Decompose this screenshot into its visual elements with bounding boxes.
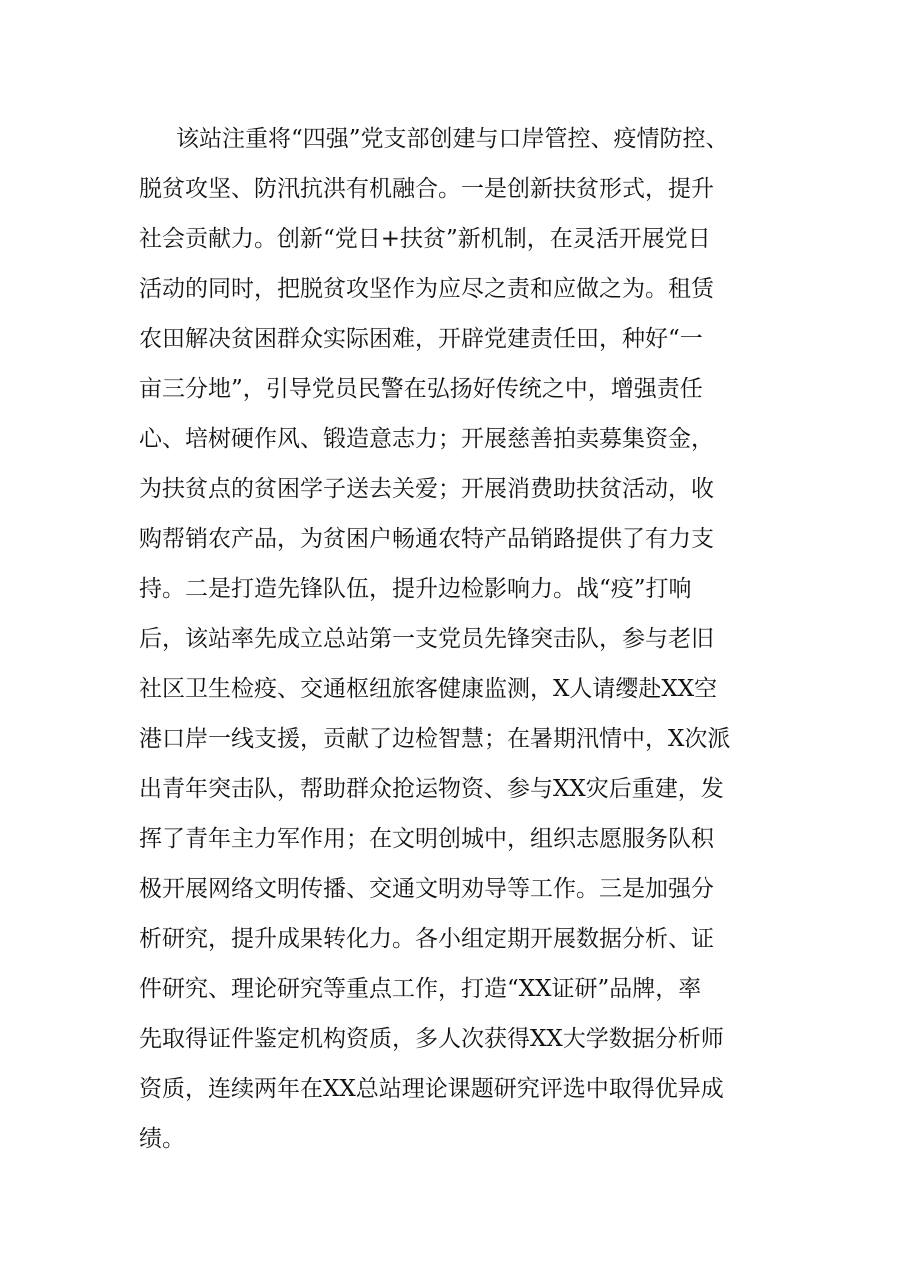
text-line: 农田解决贫困群众实际困难，开辟党建责任田，种好“一 [139, 326, 703, 352]
text-line: 该站注重将“四强”党支部创建与口岸管控、疫情防控、 [176, 126, 729, 152]
text-line: 析研究，提升成果转化力。各小组定期开展数据分析、证 [139, 926, 714, 952]
text-line: 极开展网络文明传播、交通文明劝导等工作。三是加强分 [139, 876, 714, 902]
text-line: 购帮销农产品，为贫困户畅通农特产品销路提供了有力支 [139, 526, 714, 552]
text-line: 件研究、理论研究等重点工作，打造“XX证研”品牌，率 [139, 976, 702, 1002]
text-line: 后，该站率先成立总站第一支党员先锋突击队，参与老旧 [139, 626, 714, 652]
text-line: 社区卫生检疫、交通枢纽旅客健康监测，X人请缨赴XX空 [139, 676, 718, 702]
text-line: 活动的同时，把脱贫攻坚作为应尽之责和应做之为。租赁 [139, 276, 714, 302]
text-line: 持。二是打造先锋队伍，提升边检影响力。战“疫”打响 [139, 576, 692, 602]
text-line: 社会贡献力。创新“党日+扶贫”新机制，在灵活开展党日 [139, 226, 711, 252]
text-line: 亩三分地”，引导党员民警在弘扬好传统之中，增强责任 [139, 376, 703, 402]
text-line: 先取得证件鉴定机构资质，多人次获得XX大学数据分析师 [139, 1026, 724, 1052]
text-line: 心、培树硬作风、锻造意志力；开展慈善拍卖募集资金， [139, 426, 714, 452]
text-line: 脱贫攻坚、防汛抗洪有机融合。一是创新扶贫形式，提升 [139, 176, 714, 202]
text-line: 资质，连续两年在XX总站理论课题研究评选中取得优异成 [139, 1076, 724, 1102]
text-line: 港口岸一线支援，贡献了边检智慧；在暑期汛情中，X次派 [139, 726, 731, 752]
text-line: 出青年突击队，帮助群众抢运物资、参与XX灾后重建，发 [139, 776, 724, 802]
text-line: 为扶贫点的贫困学子送去关爱；开展消费助扶贫活动，收 [139, 476, 714, 502]
text-line: 挥了青年主力军作用；在文明创城中，组织志愿服务队积 [139, 826, 714, 852]
text-line: 绩。 [139, 1126, 185, 1152]
